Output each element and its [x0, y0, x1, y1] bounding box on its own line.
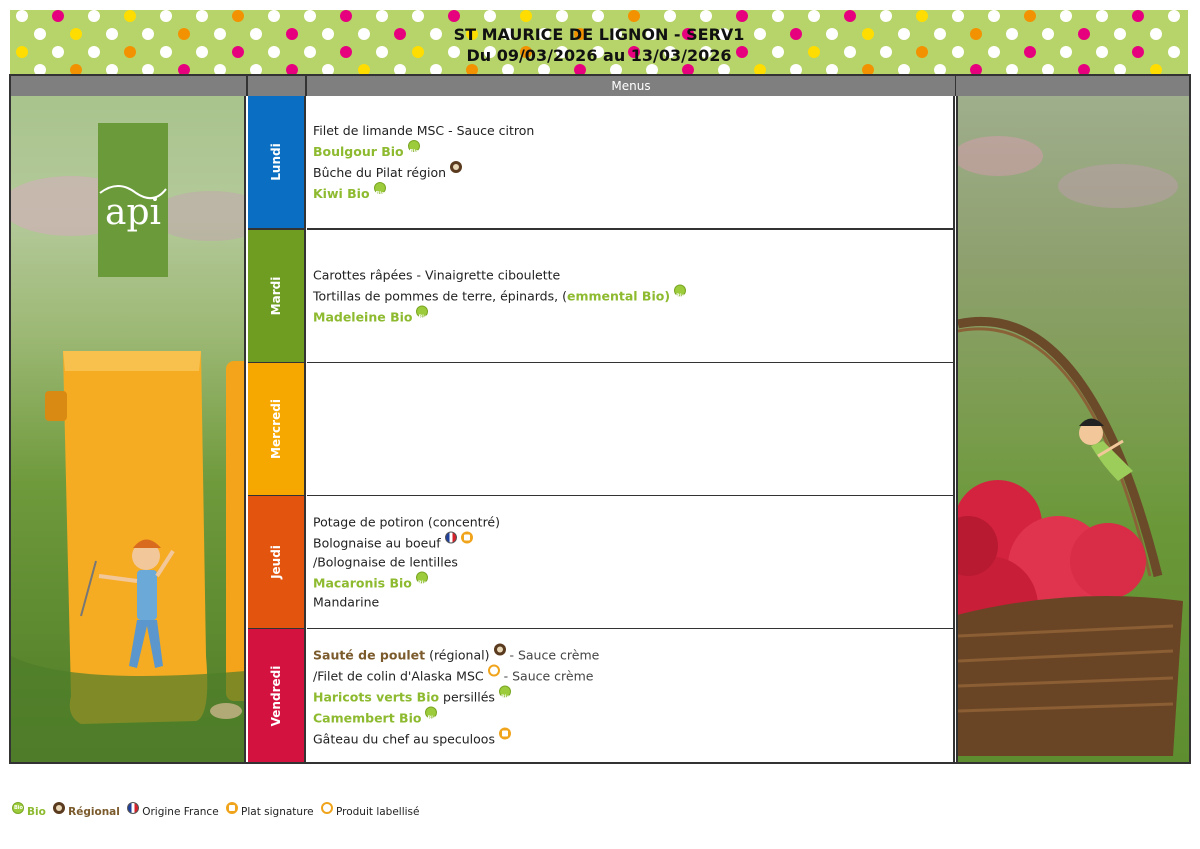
dish-name: Potage de potiron (concentré) — [313, 514, 500, 530]
dish-name: Camembert Bio — [313, 710, 422, 725]
dish-name: /Filet de colin d'Alaska MSC — [313, 668, 484, 683]
header-cell-day — [248, 76, 307, 96]
bio-icon — [499, 685, 511, 697]
dish-name: Tortillas de pommes de terre, épinards, ( — [313, 288, 567, 304]
menu-item — [313, 553, 500, 572]
dish-name: Filet de limande MSC — [313, 123, 445, 138]
polka-dot — [556, 10, 568, 22]
logo-swoosh — [98, 181, 168, 211]
polka-dot — [736, 10, 748, 22]
bio-icon — [425, 706, 437, 718]
menu-cell-lundi — [307, 96, 955, 230]
legend-signature: Plat signature — [241, 806, 314, 818]
polka-dot — [952, 10, 964, 22]
label-icon — [321, 802, 333, 814]
france-flag-icon — [445, 532, 457, 544]
polka-dot — [1168, 10, 1180, 22]
menu-item — [313, 572, 500, 593]
dish-name: Boulgour Bio — [313, 144, 404, 159]
dish-name: Bûche du Pilat région — [313, 165, 447, 180]
signature-icon — [461, 532, 473, 544]
day-cell-vendredi — [248, 629, 306, 762]
polka-dot — [772, 10, 784, 22]
dish-suffix: persillés — [439, 689, 495, 704]
bio-icon — [12, 802, 24, 814]
polka-dot — [88, 10, 100, 22]
polka-dot — [880, 10, 892, 22]
header-cell-left — [11, 76, 248, 96]
polka-dot — [232, 10, 244, 22]
polka-dot — [844, 10, 856, 22]
polka-dot — [988, 10, 1000, 22]
menu-item — [313, 664, 599, 685]
api-logo-text: api — [104, 192, 162, 233]
polka-dot — [628, 10, 640, 22]
day-cell-mardi — [248, 230, 306, 364]
polka-dot — [1096, 10, 1108, 22]
day-label: Mercredi — [269, 399, 283, 459]
polka-dot — [484, 10, 496, 22]
polka-dot — [160, 10, 172, 22]
header-titles — [10, 24, 1188, 66]
france-flag-icon — [127, 802, 139, 814]
regional-icon — [450, 161, 462, 173]
signature-icon — [226, 802, 238, 814]
dish-name: Haricots verts Bio — [313, 689, 440, 704]
date-range: Du 09/03/2026 au 13/03/2026 — [466, 46, 732, 65]
menu-item — [313, 182, 534, 203]
polka-dot — [700, 10, 712, 22]
right-illustration — [956, 96, 1189, 762]
menu-item — [313, 266, 686, 285]
legend — [12, 802, 423, 818]
apple-basket-illustration — [958, 96, 1189, 762]
day-cell-lundi — [248, 96, 306, 230]
polka-dot — [1132, 10, 1144, 22]
dish-sauce: - Sauce crème — [499, 668, 594, 683]
legend-bio: Bio — [27, 806, 46, 818]
dish-suffix: (régional) — [425, 647, 490, 662]
legend-france: Origine France — [142, 806, 219, 818]
dish-name: Kiwi Bio — [313, 186, 370, 201]
dish-sauce: - Sauce crème — [505, 647, 600, 662]
polka-dot — [520, 10, 532, 22]
day-cell-mercredi — [248, 363, 306, 497]
menu-items — [313, 643, 599, 748]
polka-dot — [268, 10, 280, 22]
polka-dot — [304, 10, 316, 22]
menu-item — [313, 727, 599, 748]
menu-item — [313, 593, 500, 612]
menu-cell-mercredi — [307, 363, 955, 497]
polka-dot — [16, 10, 28, 22]
menu-item — [313, 306, 686, 327]
menus-header: Menus — [307, 76, 957, 96]
day-label: Vendredi — [269, 665, 283, 726]
dish-name: Madeleine Bio — [313, 309, 413, 325]
bio-icon — [416, 572, 428, 584]
polka-dot — [196, 10, 208, 22]
left-illustration — [11, 96, 246, 762]
bio-icon — [416, 306, 428, 318]
menu-cell-vendredi — [307, 629, 955, 762]
dish-suffix: - Sauce citron — [444, 123, 535, 138]
dish-name: Bolognaise au boeuf — [313, 535, 441, 551]
regional-icon — [53, 802, 65, 814]
day-cell-jeudi — [248, 496, 306, 630]
regional-icon — [494, 643, 506, 655]
menu-item — [313, 140, 534, 161]
menu-item — [313, 532, 500, 553]
bio-icon — [408, 140, 420, 152]
polka-dot — [1060, 10, 1072, 22]
label-icon — [488, 664, 500, 676]
day-label: Mardi — [269, 276, 283, 316]
menu-item — [313, 643, 599, 664]
dish-name: Carottes râpées - Vinaigrette ciboulette — [313, 267, 561, 283]
menu-cell-jeudi — [307, 496, 955, 630]
day-label: Jeudi — [269, 545, 283, 579]
polka-dot — [124, 10, 136, 22]
dish-name: Mandarine — [313, 594, 380, 610]
day-label: Lundi — [269, 143, 283, 181]
menu-cell-mardi — [307, 230, 955, 364]
polka-dot — [592, 10, 604, 22]
menu-item — [313, 706, 599, 727]
api-logo — [98, 123, 168, 277]
dish-name: /Bolognaise de lentilles — [313, 554, 458, 570]
menu-items — [313, 266, 686, 327]
dish-name: Gâteau du chef au speculoos — [313, 731, 495, 746]
polka-dot — [340, 10, 352, 22]
dish-bio-part: emmental Bio) — [566, 288, 671, 304]
legend-label: Produit labellisé — [335, 806, 420, 818]
page-title: ST MAURICE DE LIGNON - SERV1 — [453, 25, 745, 44]
legend-regional: Régional — [68, 806, 120, 818]
polka-dot — [916, 10, 928, 22]
polka-dot — [448, 10, 460, 22]
polka-dot — [412, 10, 424, 22]
bio-icon — [374, 182, 386, 194]
menu-items — [313, 513, 500, 612]
polka-dot — [52, 10, 64, 22]
bio-icon — [674, 285, 686, 297]
menu-items — [313, 121, 534, 203]
menu-item — [313, 685, 599, 706]
menu-item — [313, 513, 500, 532]
dish-name: Macaronis Bio — [313, 575, 412, 591]
menu-grid — [9, 74, 1191, 764]
polka-dot — [664, 10, 676, 22]
polka-dot — [808, 10, 820, 22]
dish-name: Sauté de poulet — [313, 647, 426, 662]
menu-item — [313, 285, 686, 306]
header-cell-right — [956, 76, 1189, 96]
polka-dot — [1024, 10, 1036, 22]
signature-icon — [499, 727, 511, 739]
polka-dot — [376, 10, 388, 22]
header-banner — [10, 10, 1188, 74]
menu-item — [313, 161, 534, 182]
menu-item — [313, 121, 534, 140]
